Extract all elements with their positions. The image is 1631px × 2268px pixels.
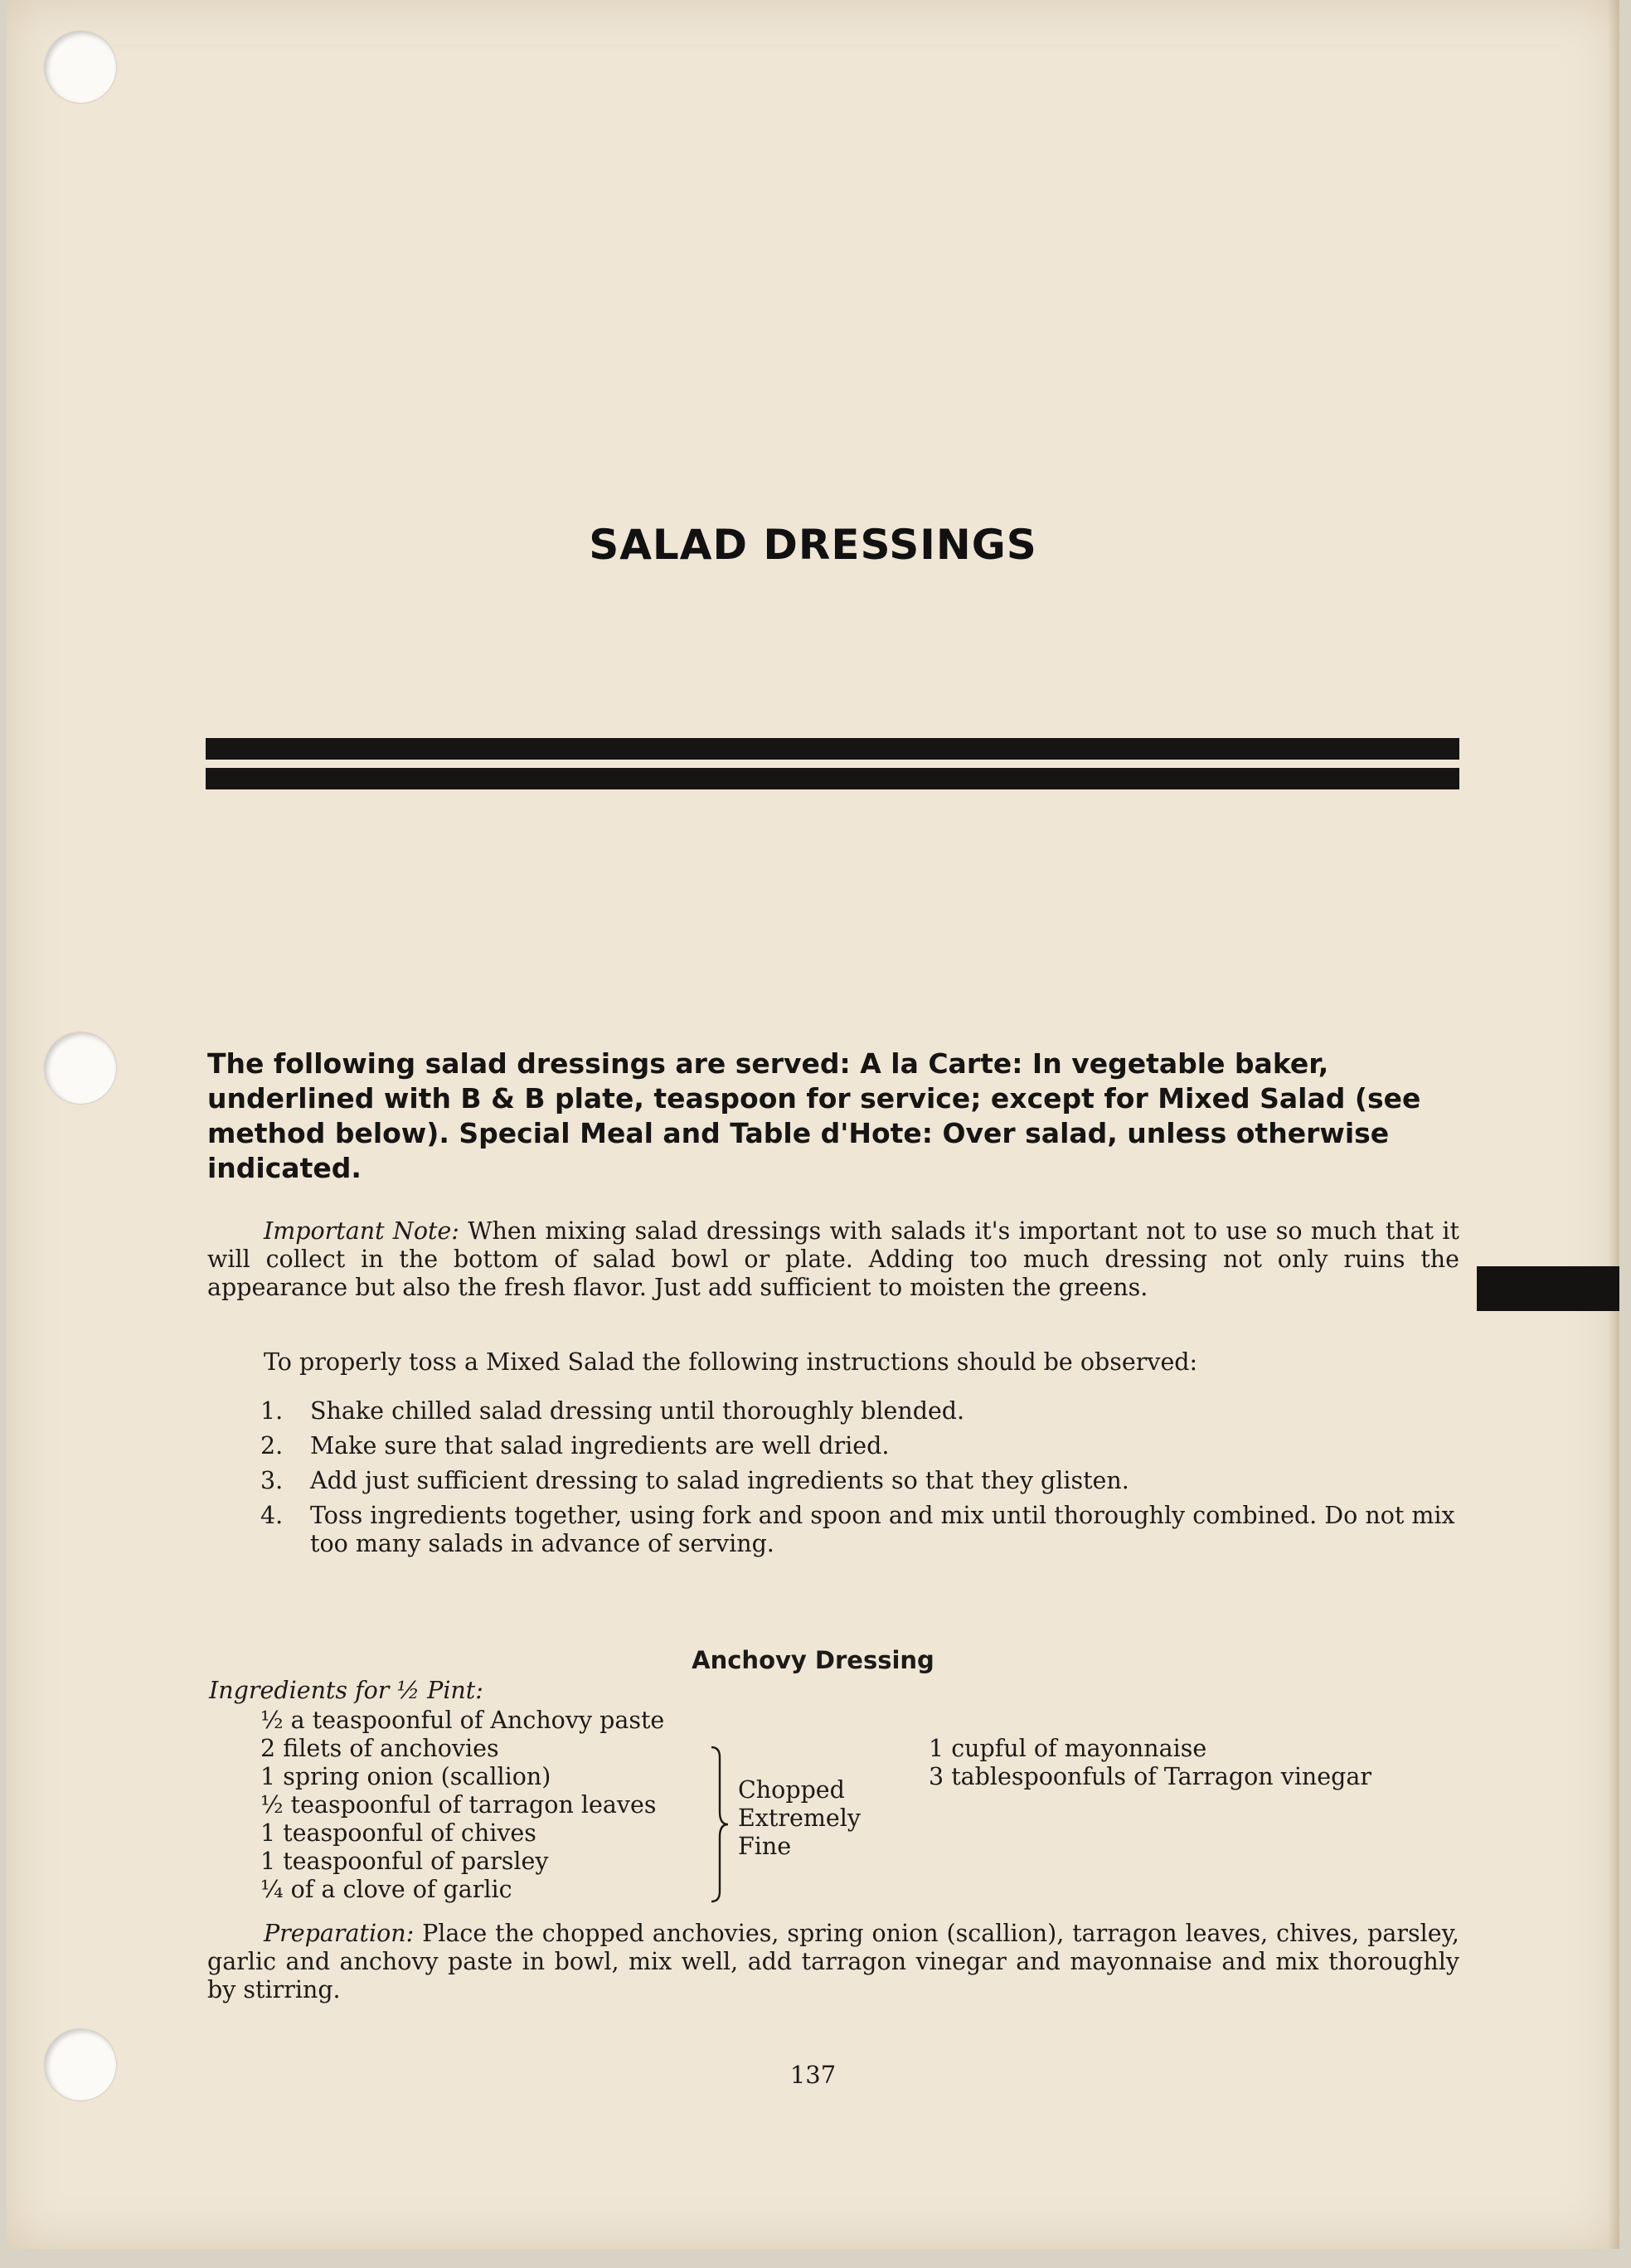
thumb-index-tab [1477, 1266, 1619, 1311]
section-rule-bottom [206, 768, 1459, 789]
list-item: 1 teaspoonful of chives [260, 1819, 536, 1847]
list-item [260, 1432, 1459, 1460]
page-edge-shadow [1608, 0, 1619, 2249]
section-rule-top [206, 738, 1459, 760]
list-item: 1 spring onion (scallion) [260, 1763, 551, 1790]
toss-steps-list [260, 1397, 1459, 1565]
list-item: ¼ of a clove of garlic [260, 1876, 512, 1903]
step-text: Toss ingredients together, using fork and spoon and mix until thoroughly combined. Do not mix too many salads in advance of serving. [310, 1502, 1455, 1557]
preparation-text: Place the chopped anchovies, spring onion (scallion), tarragon leaves, chives, parsley, garlic and anchovy paste in bowl, mix well, add tarragon vinegar and mayonnaise and mix thoroughly by stirring. [207, 1920, 1459, 2003]
preparation-paragraph [207, 1920, 1459, 2004]
page-title: SALAD DRESSINGS [589, 521, 1037, 569]
list-item: 1 cupful of mayonnaise [929, 1735, 1207, 1762]
chopped-note-line: Fine [738, 1833, 792, 1860]
step-text: Add just sufficient dressing to salad ingredients so that they glisten. [310, 1467, 1129, 1494]
step-number: 4. [260, 1502, 284, 1529]
book-page [7, 0, 1619, 2249]
ingredients-right-list [929, 1735, 1371, 1791]
ingredients-heading: Ingredients for ½ Pint: [209, 1677, 483, 1704]
step-text: Make sure that salad ingredients are well dried. [310, 1432, 890, 1459]
chopped-note-line: Extremely [738, 1804, 861, 1832]
recipe-title: Anchovy Dressing [692, 1646, 934, 1674]
step-text: Shake chilled salad dressing until thoroughly blended. [310, 1397, 965, 1425]
chopped-note [738, 1776, 861, 1861]
step-number: 2. [260, 1432, 284, 1459]
important-note-label: Important Note: [264, 1217, 459, 1245]
important-note-text: When mixing salad dressings with salads it's important not to use so much that it will collect in the bottom of salad bowl or plate. Adding too much dressing not only ruins the appearance but also the fresh flavor. Just add sufficient to moisten the greens. [207, 1217, 1459, 1301]
step-number: 3. [260, 1467, 284, 1494]
ingredients-left-list [260, 1707, 664, 1904]
curly-brace-icon [708, 1746, 730, 1903]
list-item: 3 tablespoonfuls of Tarragon vinegar [929, 1763, 1372, 1790]
preparation-label: Preparation: [264, 1920, 415, 1947]
chopped-note-line: Chopped [738, 1776, 845, 1804]
list-item [260, 1397, 1459, 1425]
list-item: ½ teaspoonful of tarragon leaves [260, 1791, 657, 1819]
service-intro: The following salad dressings are served: A la Carte: In vegetable baker, underlined with B & B plate, teaspoon for service; except for Mixed Salad (see method below). Special Meal and Table d'Hote: Over salad, unless otherwise indicated. [207, 1047, 1421, 1184]
binder-hole-middle [45, 1032, 116, 1104]
toss-instructions-intro: To properly toss a Mixed Salad the following instructions should be observed: [264, 1348, 1198, 1376]
list-item: ½ a teaspoonful of Anchovy paste [260, 1707, 665, 1734]
important-note [207, 1217, 1459, 1302]
binder-hole-top [45, 32, 116, 103]
step-number: 1. [260, 1397, 284, 1425]
list-item: 1 teaspoonful of parsley [260, 1848, 549, 1875]
page-number: 137 [789, 2061, 837, 2089]
list-item: 2 filets of anchovies [260, 1735, 499, 1762]
list-item [260, 1467, 1459, 1495]
list-item [260, 1502, 1459, 1558]
